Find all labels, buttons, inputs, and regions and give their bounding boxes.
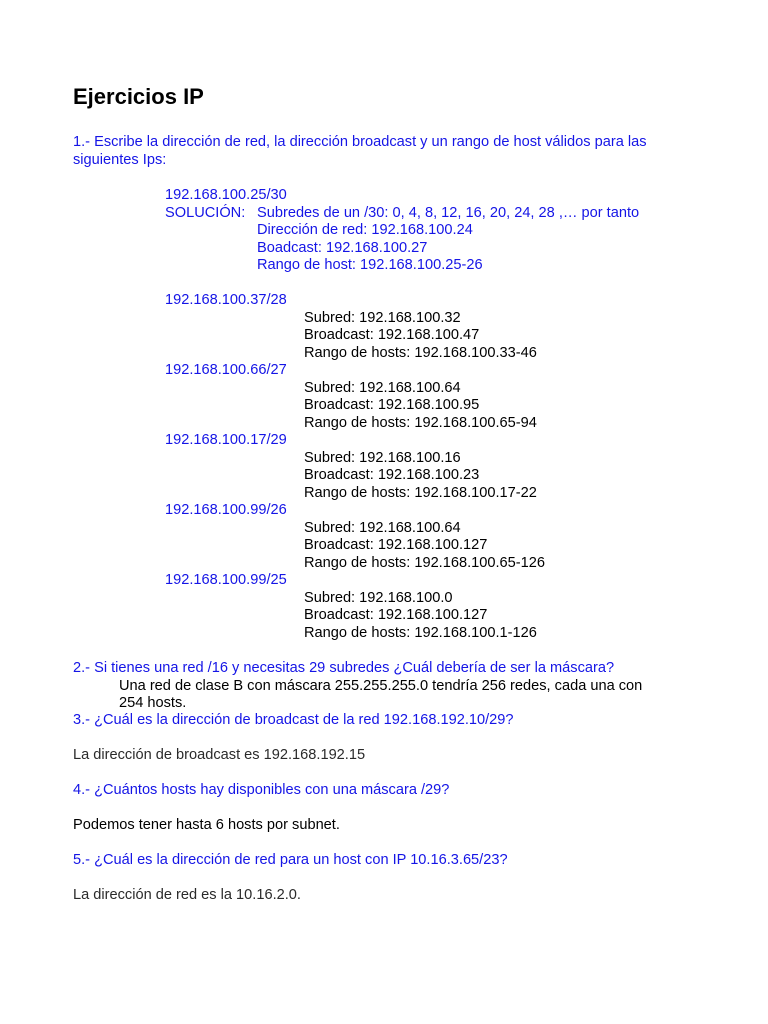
item-range: Rango de hosts: 192.168.100.1-126 — [304, 625, 537, 641]
answer-2-line-1: Una red de clase B con máscara 255.255.255.0 tendría 256 redes, cada una con — [119, 678, 643, 694]
item-ip: 192.168.100.99/25 — [165, 572, 287, 588]
item-broadcast: Broadcast: 192.168.100.95 — [304, 397, 480, 413]
answer-3: La dirección de broadcast es 192.168.192.15 — [73, 747, 366, 763]
item-range: Rango de hosts: 192.168.100.17-22 — [304, 485, 537, 501]
item-subnet: Subred: 192.168.100.64 — [304, 380, 461, 396]
item-range: Rango de hosts: 192.168.100.65-126 — [304, 555, 545, 571]
item-subnet: Subred: 192.168.100.32 — [304, 310, 461, 326]
item-range: Rango de hosts: 192.168.100.65-94 — [304, 415, 537, 431]
item-ip: 192.168.100.66/27 — [165, 362, 287, 378]
item-ip: 192.168.100.99/26 — [165, 502, 287, 518]
item-subnet: Subred: 192.168.100.16 — [304, 450, 461, 466]
example-range: Rango de host: 192.168.100.25-26 — [257, 257, 483, 273]
subnets-line: Subredes de un /30: 0, 4, 8, 12, 16, 20, 24, 28 ,… por tanto — [257, 205, 640, 221]
question-1: 1.- Escribe la dirección de red, la dirección broadcast y un rango de host válidos para las siguientes Ips: — [73, 134, 647, 168]
question-3: 3.- ¿Cuál es la dirección de broadcast de la red 192.168.192.10/29? — [73, 712, 514, 728]
answer-4: Podemos tener hasta 6 hosts por subnet. — [73, 817, 340, 833]
example-broadcast: Boadcast: 192.168.100.27 — [257, 240, 428, 256]
question-5: 5.- ¿Cuál es la dirección de red para un host con IP 10.16.3.65/23? — [73, 852, 508, 868]
item-broadcast: Broadcast: 192.168.100.47 — [304, 327, 480, 343]
question-2: 2.- Si tienes una red /16 y necesitas 29 subredes ¿Cuál debería de ser la máscara? — [73, 660, 615, 676]
item-ip: 192.168.100.17/29 — [165, 432, 287, 448]
item-broadcast: Broadcast: 192.168.100.127 — [304, 537, 488, 553]
solution-line — [165, 205, 639, 223]
example-network: Dirección de red: 192.168.100.24 — [257, 222, 473, 238]
item-broadcast: Broadcast: 192.168.100.127 — [304, 607, 488, 623]
item-subnet: Subred: 192.168.100.0 — [304, 590, 453, 606]
answer-5: La dirección de red es la 10.16.2.0. — [73, 887, 301, 903]
page-title: Ejercicios IP — [73, 84, 204, 109]
item-broadcast: Broadcast: 192.168.100.23 — [304, 467, 480, 483]
item-range: Rango de hosts: 192.168.100.33-46 — [304, 345, 537, 361]
solution-label: SOLUCIÓN: — [165, 205, 246, 221]
question-4: 4.- ¿Cuántos hosts hay disponibles con una máscara /29? — [73, 782, 450, 798]
example-ip: 192.168.100.25/30 — [165, 187, 287, 203]
item-subnet: Subred: 192.168.100.64 — [304, 520, 461, 536]
item-ip: 192.168.100.37/28 — [165, 292, 287, 308]
answer-2-line-2: 254 hosts. — [119, 695, 187, 711]
